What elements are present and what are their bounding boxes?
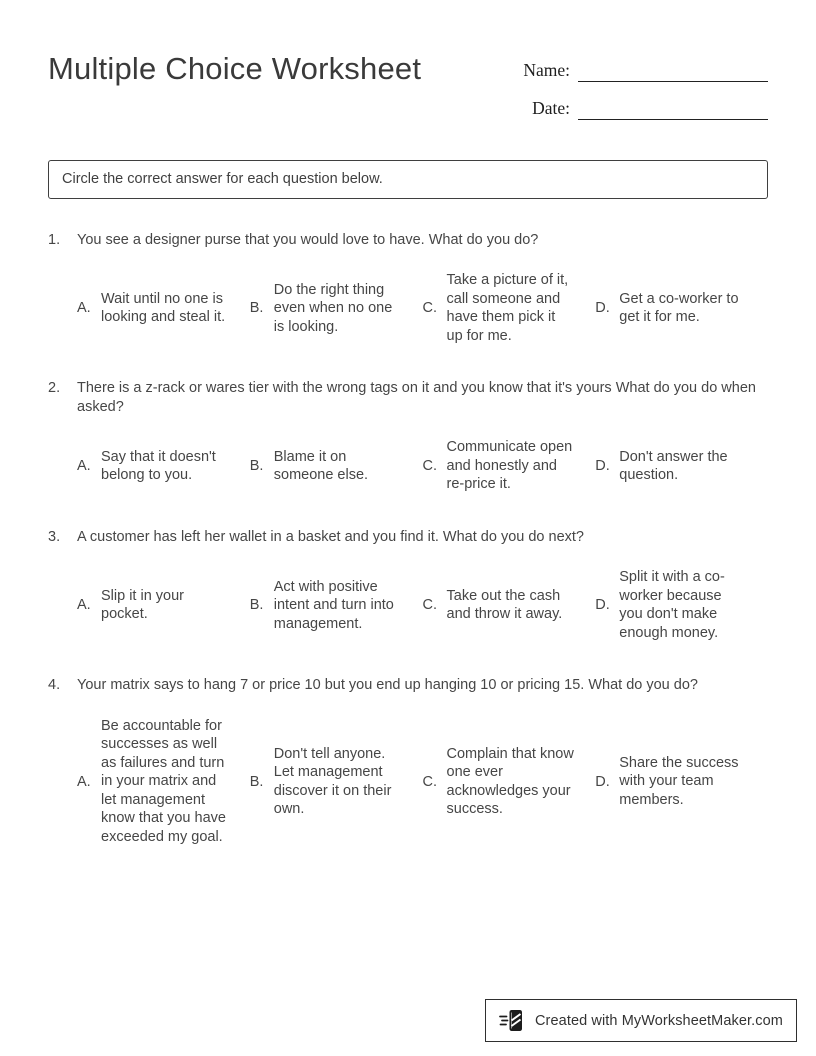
option-letter: A. (77, 458, 91, 475)
option-text: Don't tell anyone. Let management discover it on their own. (273, 745, 392, 818)
option-letter: A. (77, 773, 91, 790)
option-b (250, 578, 423, 634)
option-text: Say that it doesn't belong to you. (101, 448, 216, 484)
option-letter: B. (249, 300, 264, 317)
option-a (77, 290, 250, 327)
option-text: Communicate open and honestly and re-price it. (446, 439, 573, 493)
option-text: Share the success with your team members. (619, 754, 739, 808)
question-number: 1. (48, 231, 61, 248)
date-blank-line (578, 90, 768, 120)
option-text: Do the right thing even when no one is looking. (273, 281, 393, 335)
option-letter: C. (422, 458, 437, 475)
option-text: Blame it on someone else. (273, 448, 369, 484)
worksheet-maker-logo-icon (499, 1007, 526, 1034)
option-letter: C. (422, 300, 437, 317)
footer-credit-text: Created with MyWorksheetMaker.com (534, 1012, 783, 1029)
option-letter: B. (249, 597, 264, 614)
option-text: Act with positive intent and turn into management. (273, 578, 394, 632)
option-letter: B. (249, 773, 264, 790)
option-a (77, 448, 250, 485)
option-letter: D. (595, 300, 610, 317)
question-text: Your matrix says to hang 7 or price 10 but you end up hanging 10 or pricing 15. What do you do? (77, 677, 698, 694)
options-row (77, 568, 768, 642)
date-field-row (518, 82, 768, 120)
option-letter: C. (422, 597, 437, 614)
question-text: A customer has left her wallet in a basket and you find it. What do you do next? (77, 528, 584, 545)
option-text: Complain that know one ever acknowledges your success. (446, 745, 574, 818)
questions-list (48, 231, 768, 847)
question-text: You see a designer purse that you would love to have. What do you do? (77, 231, 539, 248)
option-a (77, 587, 250, 624)
name-label: Name: (523, 60, 570, 80)
question-row (48, 676, 768, 695)
question-text: There is a z-rack or wares tier with the wrong tags on it and you know that it's yours What do you do when asked? (77, 380, 756, 415)
option-d (595, 754, 768, 810)
date-label: Date: (532, 98, 570, 118)
option-a (77, 717, 250, 847)
option-text: Wait until no one is looking and steal it. (101, 290, 226, 326)
name-blank-line (578, 52, 768, 82)
option-c (423, 438, 596, 494)
option-b (250, 281, 423, 337)
instructions-box (48, 160, 768, 199)
question-number: 4. (48, 677, 61, 694)
option-text: Be accountable for successes as well as failures and turn in your matrix and let management know that you have exceeded my goal. (101, 717, 226, 845)
option-c (423, 587, 596, 624)
options-row (77, 438, 768, 494)
option-text: Slip it in your pocket. (101, 587, 185, 623)
footer-credit-box (485, 999, 797, 1042)
question-number: 3. (48, 528, 61, 545)
option-text: Take a picture of it, call someone and have them pick it up for me. (446, 272, 569, 344)
question-row (48, 528, 768, 547)
option-letter: D. (595, 597, 610, 614)
option-letter: D. (595, 773, 610, 790)
page-title: Multiple Choice Worksheet (48, 51, 422, 86)
name-date-fields (518, 44, 768, 120)
name-field-row (518, 44, 768, 82)
option-text: Get a co-worker to get it for me. (619, 290, 739, 326)
option-letter: C. (422, 773, 437, 790)
option-text: Split it with a co-worker because you don't make enough money. (619, 569, 725, 641)
option-d (595, 568, 768, 642)
option-letter: B. (249, 458, 264, 475)
option-c (423, 271, 596, 345)
option-b (250, 448, 423, 485)
question-4 (48, 676, 768, 846)
question-1 (48, 231, 768, 346)
question-number: 2. (48, 380, 61, 397)
option-c (423, 745, 596, 819)
option-letter: A. (77, 300, 91, 317)
option-letter: D. (595, 458, 610, 475)
option-text: Don't answer the question. (619, 448, 728, 484)
option-d (595, 290, 768, 327)
question-row (48, 231, 768, 250)
option-letter: A. (77, 597, 91, 614)
question-3 (48, 528, 768, 643)
instructions-text: Circle the correct answer for each question below. (62, 171, 383, 187)
option-d (595, 448, 768, 485)
worksheet-header (48, 48, 768, 120)
options-row (77, 717, 768, 847)
option-b (250, 745, 423, 819)
question-2 (48, 379, 768, 494)
option-text: Take out the cash and throw it away. (446, 587, 563, 623)
options-row (77, 271, 768, 345)
question-row (48, 379, 768, 416)
